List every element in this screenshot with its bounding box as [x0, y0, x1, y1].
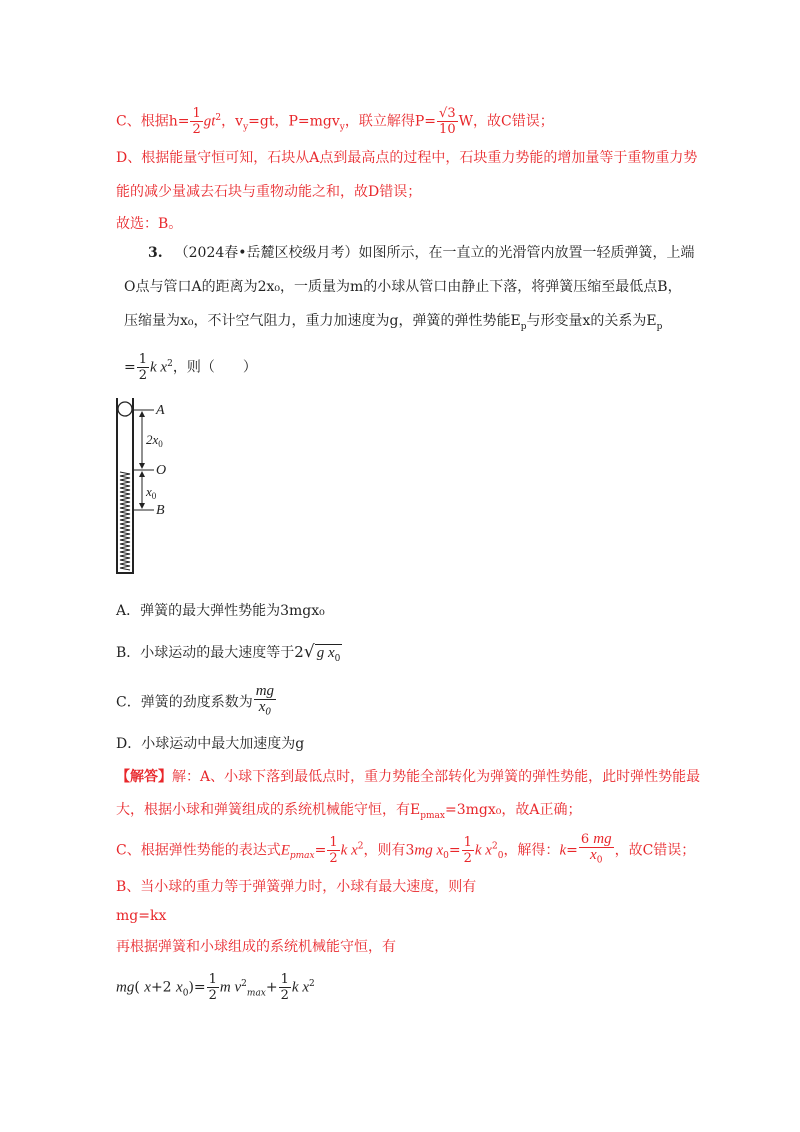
question-line-2: O点与管口A的距离为2x₀，一质量为m的小球从管口由静止下落，将弹簧压缩至最低点B， [124, 279, 682, 295]
analysis-b-line: B、当小球的重力等于弹簧弹力时，小球有最大速度，则有 [116, 879, 477, 895]
question-line-1: 3. （2024春•岳麓区校级月考）如图所示，在一直立的光滑管内放置一轻质弹簧，上端 [148, 245, 695, 261]
question-line-4: = $\frac{1}{2}$ k $x^2$，则（ ） [124, 352, 257, 383]
analysis-line-1: 【解答】解：A、小球下落到最低点时，重力势能全部转化为弹簧的弹性势能，此时弹性势能最 [116, 769, 701, 785]
label-x0: $x_0$ [146, 484, 157, 501]
question-number: 3. [148, 245, 163, 261]
option-D: D．小球运动中最大加速度为g [116, 736, 305, 752]
analysis-energy-line: 再根据弹簧和小球组成的系统机械能守恒，有 [116, 939, 396, 955]
option-B: B．小球运动的最大速度等于2√ g $x_0$ [116, 642, 341, 664]
label-2x0: $2x_0$ [146, 432, 163, 449]
fraction-sqrt3-10: $\frac{√3}{10}$ [439, 106, 456, 137]
label-O: O [156, 463, 167, 478]
solution-d-line-2: 能的减少量减去石块与重物动能之和，故D错误； [116, 184, 422, 200]
label-B: B [156, 503, 165, 518]
option-C: C．弹簧的劲度系数为 $\frac{mg}{x_0}$ [116, 683, 275, 718]
spring-tube-figure [112, 396, 202, 578]
analysis-line-2: 大，根据小球和弹簧组成的系统机械能守恒，有$E_{pmax}=3mgx_0$，故A正确； [116, 802, 582, 821]
question-line-3: 压缩量为x₀，不计空气阻力，重力加速度为g，弹簧的弹性势能$E_p$与形变量x的关系为$E_p$ [124, 313, 663, 332]
option-A: A．弹簧的最大弹性势能为3mgx₀ [116, 603, 325, 619]
energy-equation: mg( x+2 $x_0)=$ $\frac{1}{2}$ m $v^2_{max}+$ $\frac{1}{2}$ k $x^2$ [116, 972, 315, 1003]
solution-d-line-1: D、根据能量守恒可知，石块从A点到最高点的过程中，石块重力势能的增加量等于重物重力势 [116, 150, 698, 166]
analysis-tag: 【解答】 [116, 769, 172, 785]
spring [120, 472, 130, 570]
solution-c-line: C、根据h= $\frac{1}{2}$ $gt^2$，$v_y=gt$，P=mgv$_y$，联立解得P= $\frac{√3}{10}$ W，故C错误； [116, 106, 554, 137]
solution-answer: 故选：B。 [116, 216, 183, 232]
ball [118, 402, 132, 416]
analysis-c-line: C、根据弹性势能的表达式$E_{pmax}=$ $\frac{1}{2}$ k $x^2$，则有3mg $x_0=$ $\frac{1}{2}$ k $x^2_0$，解得：k= $\frac{6 mg}{x_0}$ ，故C错误； [116, 831, 696, 866]
fraction-half: $\frac{1}{2}$ [192, 106, 201, 137]
analysis-mg-kx: mg=kx [116, 908, 167, 924]
label-A: A [156, 403, 165, 418]
